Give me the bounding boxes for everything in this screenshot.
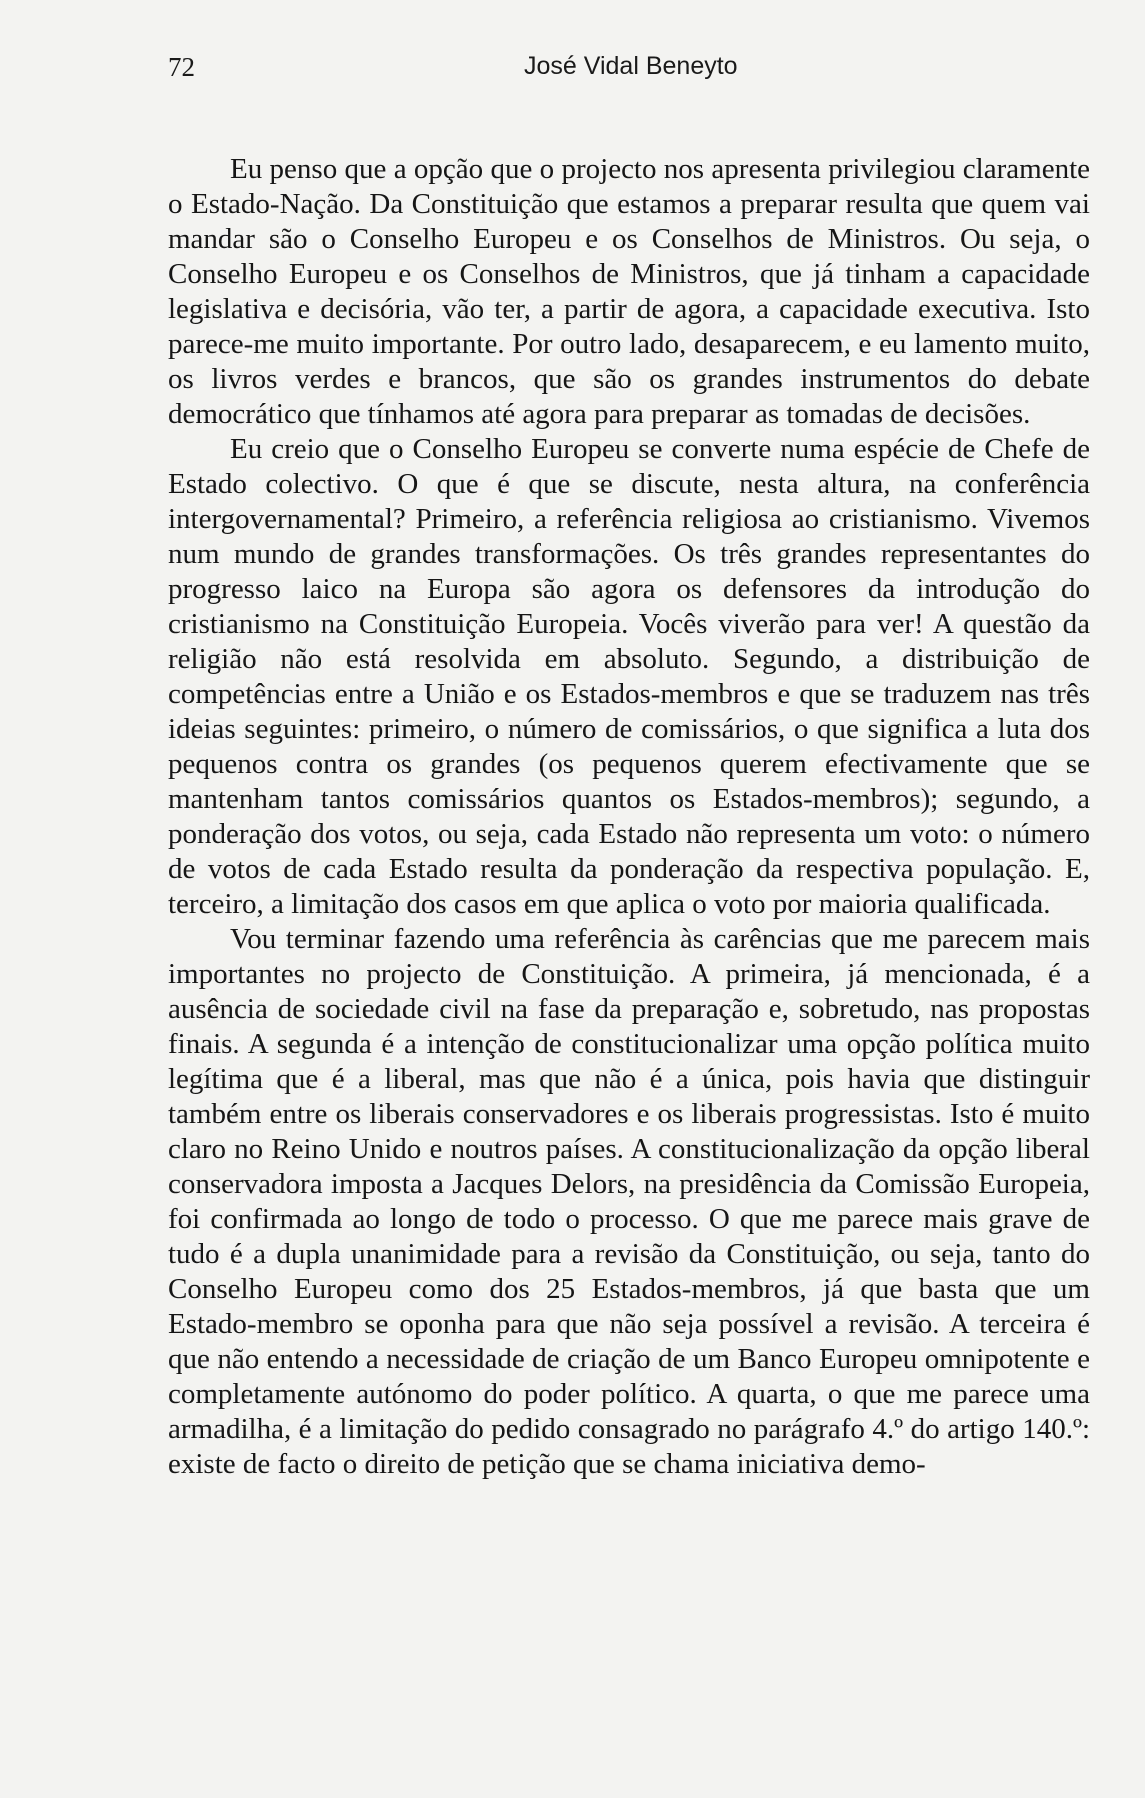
page-header bbox=[168, 52, 1090, 92]
paragraph: Vou terminar fazendo uma referência às carências que me parecem mais importantes no projecto de Constituição. A primeira, já mencionada, é a ausência de sociedade civil na fase da preparação e, sobretudo, nas propostas finais. A segunda é a intenção de constitucionalizar uma opção política muito legítima que é a liberal, mas que não é a única, pois havia que distinguir também entre os liberais conservadores e os liberais progressistas. Isto é muito claro no Reino Unido e noutros países. A constitucionalização da opção liberal conservadora imposta a Jacques Delors, na presidência da Comissão Europeia, foi confirmada ao longo de todo o processo. O que me parece mais grave de tudo é a dupla unanimidade para a revisão da Constituição, ou seja, tanto do Conselho Europeu como dos 25 Estados-membros, já que basta que um Estado-membro se oponha para que não seja possível a revisão. A terceira é que não entendo a necessidade de criação de um Banco Europeu omnipotente e completamente autónomo do poder político. A quarta, o que me parece uma armadilha, é a limitação do pedido consagrado no parágrafo 4.º do artigo 140.º: existe de facto o direito de petição que se chama iniciativa demo- bbox=[168, 923, 1090, 1480]
paragraph: Eu creio que o Conselho Europeu se converte numa espécie de Chefe de Estado colectivo. O que é que se discute, nesta altura, na conferência intergovernamental? Primeiro, a referência religiosa ao cristianismo. Vivemos num mundo de grandes transformações. Os três grandes representantes do progresso laico na Europa são agora os defensores da introdução do cristianismo na Constituição Europeia. Vocês viverão para ver! A questão da religião não está resolvida em absoluto. Segundo, a distribuição de competências entre a União e os Estados-membros e que se traduzem nas três ideias seguintes: primeiro, o número de comissários, o que significa a luta dos pequenos contra os grandes (os pequenos querem efectivamente que se mantenham tantos comissários quantos os Estados-membros); segundo, a ponderação dos votos, ou seja, cada Estado não representa um voto: o número de votos de cada Estado resulta da ponderação da respectiva população. E, terceiro, a limitação dos casos em que aplica o voto por maioria qualificada. bbox=[168, 433, 1090, 920]
running-head-author: José Vidal Beneyto bbox=[524, 52, 738, 80]
paragraph: Eu penso que a opção que o projecto nos apresenta privilegiou claramente o Estado-Nação. Da Constituição que estamos a preparar resulta que quem vai mandar são o Conselho Europeu e os Conselhos de Ministros. Ou seja, o Conselho Europeu e os Conselhos de Ministros, que já tinham a capacidade legislativa e decisória, vão ter, a partir de agora, a capacidade executiva. Isto parece-me muito importante. Por outro lado, desaparecem, e eu lamento muito, os livros verdes e brancos, que são os grandes instrumentos do debate democrático que tínhamos até agora para preparar as tomadas de decisões. bbox=[168, 153, 1090, 430]
body-text bbox=[168, 152, 1090, 1482]
page-number: 72 bbox=[168, 52, 195, 82]
